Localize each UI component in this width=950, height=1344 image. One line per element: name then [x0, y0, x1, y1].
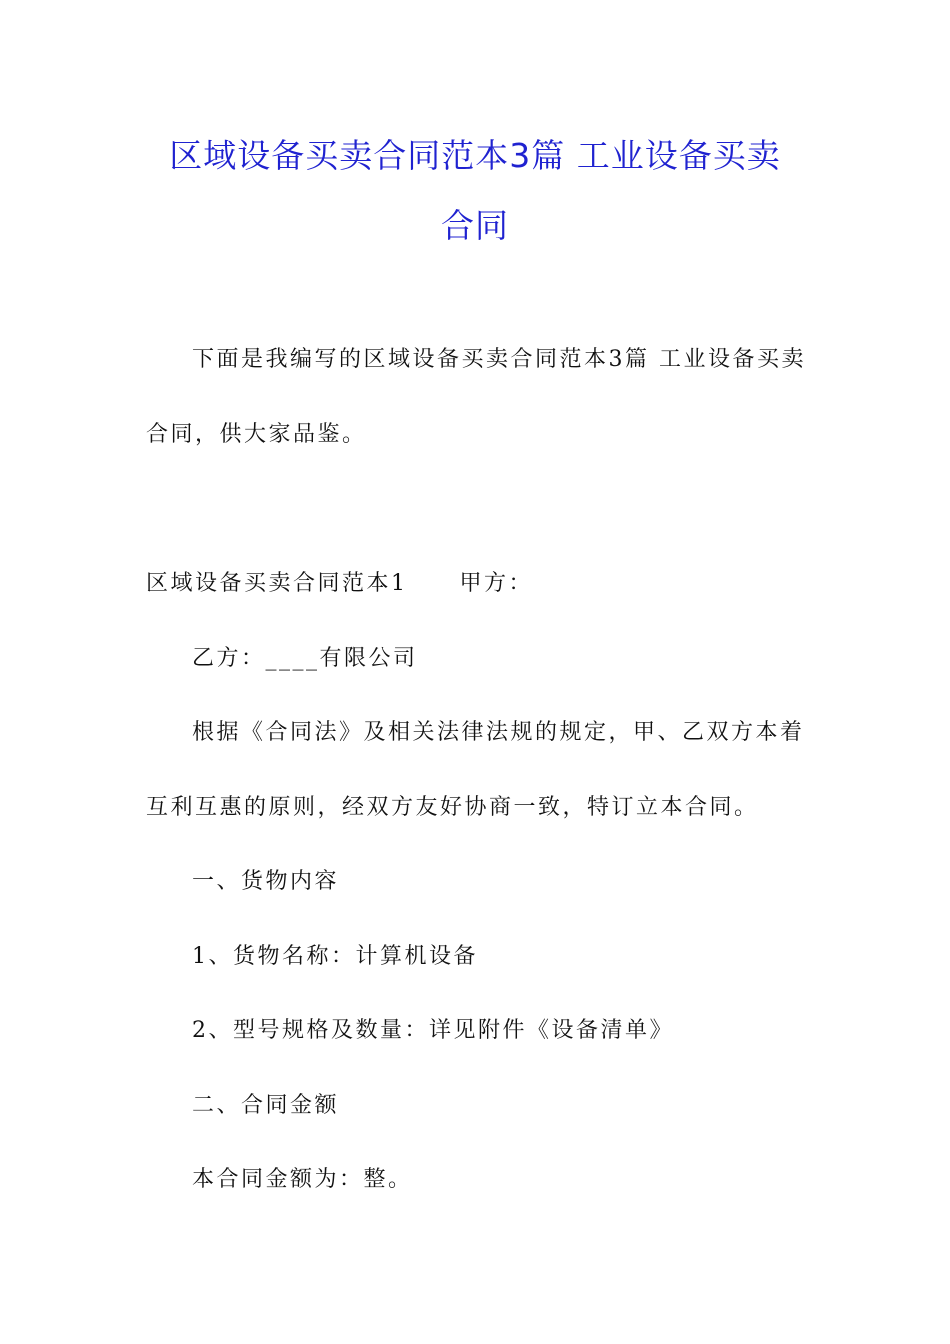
contract-amount-line: 本合同金额为：整。	[192, 1167, 413, 1192]
contract-heading-row	[146, 569, 533, 599]
basis-line-2: 互利互惠的原则，经双方友好协商一致，特订立本合同。	[146, 795, 759, 820]
section-goods-title: 一、货物内容	[192, 869, 340, 894]
section-amount-title: 二、合同金额	[192, 1093, 340, 1118]
basis-line-1: 根据《合同法》及相关法律法规的规定，甲、乙双方本着	[192, 720, 805, 745]
document-title-line-1: 区域设备买卖合同范本3篇 工业设备买卖	[169, 136, 781, 175]
document-title-line-2: 合同	[441, 206, 509, 245]
intro-line-2: 合同，供大家品鉴。	[146, 422, 367, 447]
contract-heading: 区域设备买卖合同范本1	[146, 571, 408, 596]
intro-line-1: 下面是我编写的区域设备买卖合同范本3篇 工业设备买卖	[192, 347, 806, 372]
party-a-label: 甲方：	[459, 571, 534, 596]
goods-item-1: 1、货物名称：计算机设备	[192, 944, 478, 969]
goods-item-2: 2、型号规格及数量：详见附件《设备清单》	[192, 1018, 674, 1043]
party-b-line: 乙方：____有限公司	[192, 646, 418, 671]
